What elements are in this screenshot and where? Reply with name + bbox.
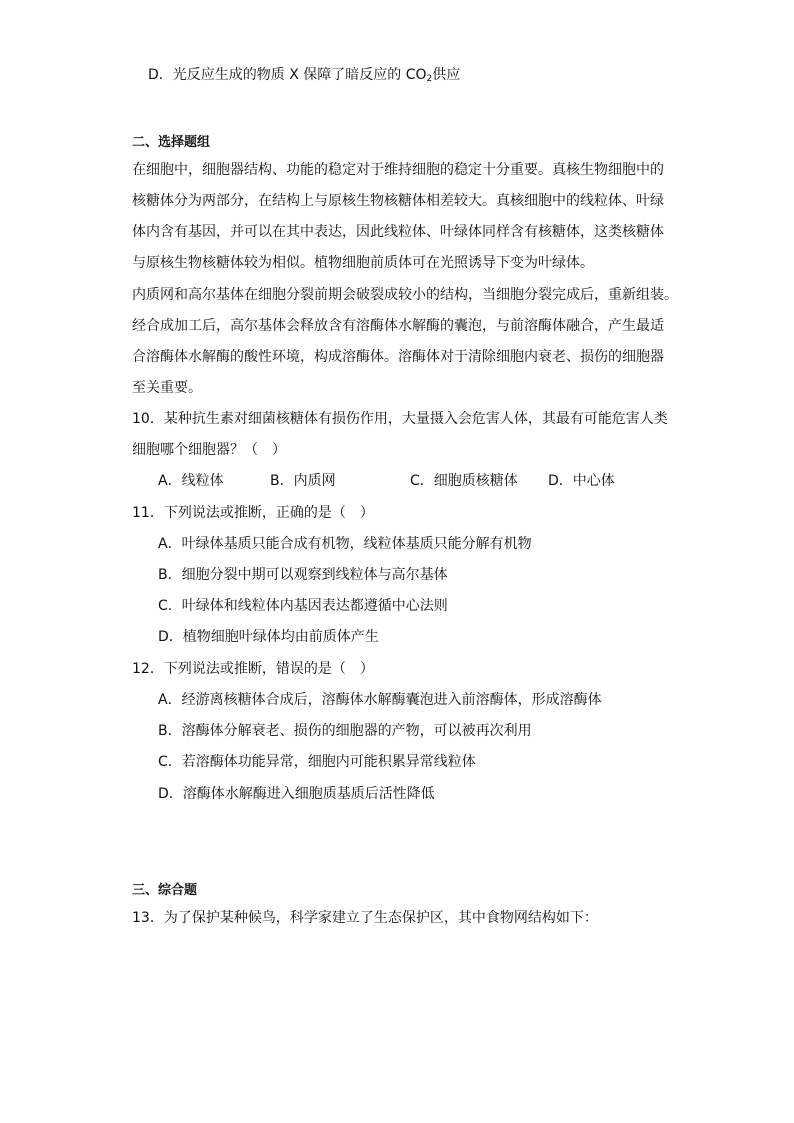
q11-option-c: C．叶绿体和线粒体内基因表达都遵循中心法则 bbox=[158, 598, 448, 614]
q10-option-d: D．中心体 bbox=[548, 473, 615, 489]
passage-line-4: 与原核生物核糖体较为相似。植物细胞前质体可在光照诱导下变为叶绿体。 bbox=[132, 255, 594, 271]
q12-option-a: A．经游离核糖体合成后，溶酶体水解酶囊泡进入前溶酶体，形成溶酶体 bbox=[158, 692, 602, 708]
passage-line-2: 核糖体分为两部分，在结构上与原核生物核糖体相差较大。真核细胞中的线粒体、叶绿 bbox=[132, 193, 664, 209]
q12-option-c: C．若溶酶体功能异常，细胞内可能积累异常线粒体 bbox=[158, 754, 476, 770]
q9-option-d-text: D．光反应生成的物质 X 保障了暗反应的 CO bbox=[148, 67, 427, 83]
q10-stem-line-2: 细胞哪个细胞器？（ ） bbox=[132, 442, 286, 458]
q10-stem-line-1: 10．某种抗生素对细菌核糖体有损伤作用，大量摄入会危害人体，其最有可能危害人类 bbox=[132, 411, 668, 427]
passage-line-5: 内质网和高尔基体在细胞分裂前期会破裂成较小的结构，当细胞分裂完成后，重新组装。 bbox=[132, 287, 678, 303]
q12-option-b: B．溶酶体分解衰老、损伤的细胞器的产物，可以被再次利用 bbox=[158, 723, 532, 739]
section2-heading: 二、选择题组 bbox=[132, 135, 211, 150]
passage-line-3: 体内含有基因，并可以在其中表达，因此线粒体、叶绿体同样含有核糖体，这类核糖体 bbox=[132, 224, 664, 240]
co2-subscript: 2 bbox=[426, 74, 433, 84]
passage-line-8: 至关重要。 bbox=[132, 380, 202, 396]
q9-option-d bbox=[148, 66, 688, 88]
q10-option-a: A．线粒体 bbox=[158, 473, 224, 489]
section3-heading: 三、综合题 bbox=[132, 883, 198, 898]
q10-option-b: B．内质网 bbox=[270, 473, 336, 489]
q11-option-b: B．细胞分裂中期可以观察到线粒体与高尔基体 bbox=[158, 567, 448, 583]
q10-option-c: C．细胞质核糖体 bbox=[410, 473, 518, 489]
passage-line-7: 合溶酶体水解酶的酸性环境，构成溶酶体。溶酶体对于清除细胞内衰老、损伤的细胞器 bbox=[132, 349, 664, 365]
q11-option-d: D．植物细胞叶绿体均由前质体产生 bbox=[158, 629, 379, 645]
passage-line-1: 在细胞中，细胞器结构、功能的稳定对于维持细胞的稳定十分重要。真核生物细胞中的 bbox=[132, 162, 664, 178]
q9-option-d-suffix: 供应 bbox=[432, 67, 461, 83]
q11-option-a: A．叶绿体基质只能合成有机物，线粒体基质只能分解有机物 bbox=[158, 536, 532, 552]
q11-stem: 11．下列说法或推断，正确的是（ ） bbox=[132, 505, 374, 521]
q13-stem: 13．为了保护某种候鸟，科学家建立了生态保护区，其中食物网结构如下： bbox=[132, 910, 598, 926]
passage-line-6: 经合成加工后，高尔基体会释放含有溶酶体水解酶的囊泡，与前溶酶体融合，产生最适 bbox=[132, 318, 664, 334]
q12-stem: 12．下列说法或推断，错误的是（ ） bbox=[132, 661, 374, 677]
q12-option-d: D．溶酶体水解酶进入细胞质基质后活性降低 bbox=[158, 786, 435, 802]
